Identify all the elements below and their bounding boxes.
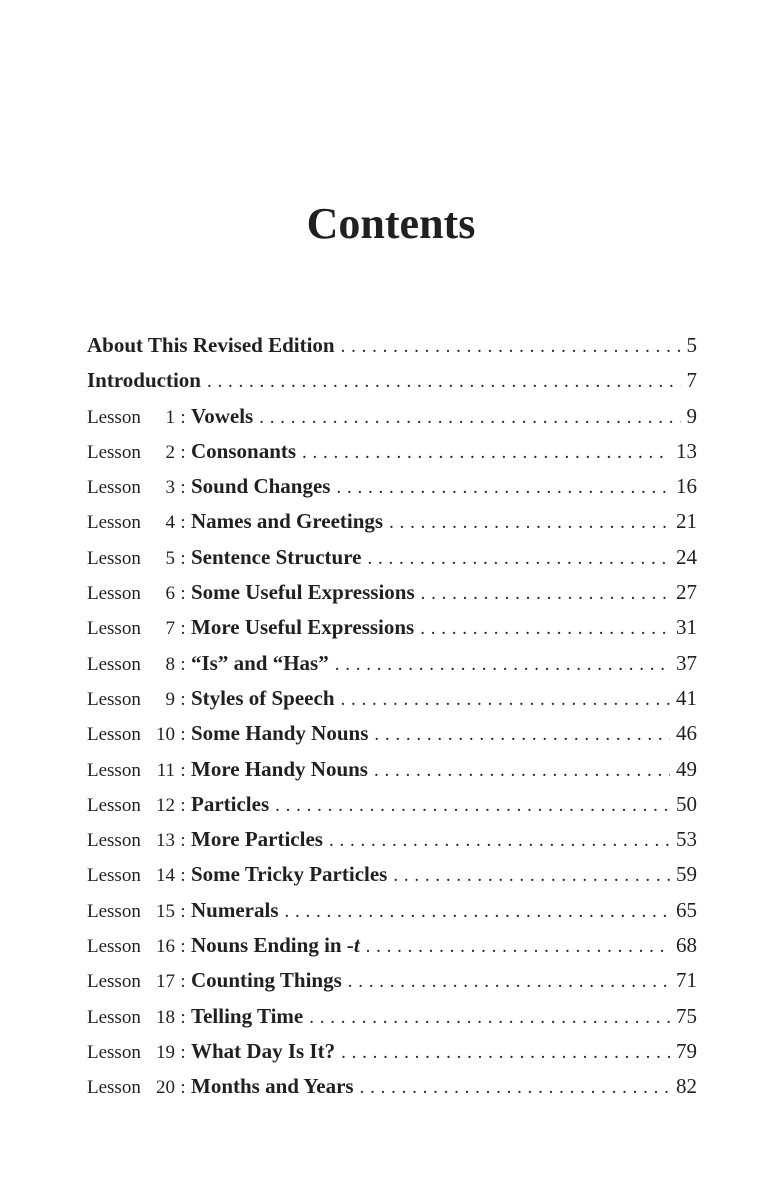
lesson-label: Lesson xyxy=(87,759,141,781)
entry-title-text: Sound Changes xyxy=(191,474,331,499)
toc-entry[interactable] xyxy=(87,575,697,610)
dot-leader xyxy=(341,329,681,363)
dot-leader xyxy=(207,364,681,398)
toc-entry[interactable] xyxy=(87,1034,697,1069)
entry-title xyxy=(87,363,201,398)
entry-title-text: “Is” and “Has” xyxy=(191,650,329,675)
lesson-number: 15 xyxy=(156,900,175,922)
dot-leader xyxy=(374,717,670,751)
entry-title-italic: -t xyxy=(346,933,360,958)
lesson-colon: : xyxy=(180,794,186,816)
entry-title-text: Particles xyxy=(191,791,270,816)
entry-title-text: Months and Years xyxy=(191,1074,354,1099)
page-number: 59 xyxy=(676,862,697,887)
entry-title-text: Sentence Structure xyxy=(191,544,362,569)
entry-title-text: Vowels xyxy=(191,403,254,428)
dot-leader xyxy=(421,576,670,610)
entry-title-text: About This Revised Edition xyxy=(87,333,335,357)
entry-title xyxy=(191,469,330,504)
lesson-label: Lesson xyxy=(87,547,141,569)
lesson-number: 19 xyxy=(156,1041,175,1063)
page-number: 27 xyxy=(676,580,697,605)
entry-title xyxy=(191,752,368,787)
lesson-label: Lesson xyxy=(87,653,141,675)
lesson-colon: : xyxy=(180,936,186,958)
entry-title xyxy=(191,434,296,469)
entry-title-text: Introduction xyxy=(87,368,201,393)
page-number: 71 xyxy=(676,968,697,993)
dot-leader xyxy=(309,1000,670,1034)
toc-entry[interactable] xyxy=(87,399,697,434)
dot-leader xyxy=(393,858,670,892)
toc-entry[interactable] xyxy=(87,787,697,822)
lesson-colon: : xyxy=(180,441,186,463)
lesson-label: Lesson xyxy=(87,971,141,993)
dot-leader xyxy=(341,682,671,716)
entry-title-text: Consonants xyxy=(191,438,297,463)
lesson-colon: : xyxy=(180,830,186,852)
lesson-label: Lesson xyxy=(87,406,141,428)
toc-entry[interactable] xyxy=(87,857,697,892)
dot-leader xyxy=(336,470,670,504)
page-number: 21 xyxy=(676,509,697,534)
dot-leader xyxy=(360,1070,670,1104)
lesson-number: 5 xyxy=(165,547,175,569)
entry-title xyxy=(191,822,323,857)
entry-title-text: More Handy Nouns xyxy=(191,756,368,781)
toc-entry[interactable] xyxy=(87,822,697,857)
toc-entry[interactable] xyxy=(87,1069,697,1104)
entry-title xyxy=(191,504,383,539)
lesson-label: Lesson xyxy=(87,618,141,640)
toc-entry[interactable] xyxy=(87,610,697,645)
entry-title-text: Counting Things xyxy=(191,968,342,993)
page-number: 49 xyxy=(676,756,697,781)
dot-leader xyxy=(368,541,671,575)
lesson-number: 13 xyxy=(156,830,175,852)
entry-title xyxy=(191,1034,335,1069)
toc-entry[interactable] xyxy=(87,363,697,398)
entry-title-text: Some Handy Nouns xyxy=(191,721,369,746)
lesson-colon: : xyxy=(180,406,186,428)
page-number: 7 xyxy=(686,368,697,393)
page-number: 50 xyxy=(676,791,697,816)
lesson-colon: : xyxy=(180,547,186,569)
dot-leader xyxy=(420,611,670,645)
entry-title-text: Nouns Ending in xyxy=(191,933,347,958)
dot-leader xyxy=(285,894,671,928)
lesson-number: 4 xyxy=(165,512,175,534)
lesson-colon: : xyxy=(180,865,186,887)
entry-title-text: Telling Time xyxy=(191,1003,304,1028)
page-number: 13 xyxy=(676,438,697,463)
toc-entry[interactable] xyxy=(87,469,697,504)
lesson-label: Lesson xyxy=(87,1006,141,1028)
entry-title xyxy=(191,893,279,928)
toc-entry[interactable] xyxy=(87,681,697,716)
page-number: 31 xyxy=(676,615,697,640)
lesson-label: Lesson xyxy=(87,688,141,710)
lesson-label: Lesson xyxy=(87,865,141,887)
lesson-colon: : xyxy=(180,759,186,781)
lesson-number: 17 xyxy=(156,971,175,993)
lesson-colon: : xyxy=(180,477,186,499)
table-of-contents xyxy=(87,328,697,1105)
dot-leader xyxy=(348,964,670,998)
lesson-colon: : xyxy=(180,900,186,922)
lesson-label: Lesson xyxy=(87,830,141,852)
toc-entry[interactable] xyxy=(87,504,697,539)
entry-title xyxy=(191,716,368,751)
toc-entry[interactable] xyxy=(87,963,697,998)
lesson-colon: : xyxy=(180,653,186,675)
toc-entry[interactable] xyxy=(87,928,697,963)
entry-title xyxy=(191,928,360,963)
lesson-label: Lesson xyxy=(87,900,141,922)
lesson-label: Lesson xyxy=(87,583,141,605)
entry-title xyxy=(191,681,335,716)
lesson-number: 8 xyxy=(165,653,175,675)
page-number: 68 xyxy=(676,933,697,958)
page-number: 53 xyxy=(676,827,697,852)
entry-title xyxy=(87,328,335,363)
lesson-colon: : xyxy=(180,618,186,640)
entry-title xyxy=(191,857,387,892)
lesson-colon: : xyxy=(180,1006,186,1028)
page-number: 75 xyxy=(676,1003,697,1028)
toc-entry[interactable] xyxy=(87,893,697,928)
lesson-number: 1 xyxy=(165,406,175,428)
toc-entry[interactable] xyxy=(87,752,697,787)
page-title: Contents xyxy=(306,199,476,248)
dot-leader xyxy=(366,929,670,963)
page-number: 65 xyxy=(676,897,697,922)
entry-title-text: Names and Greetings xyxy=(191,509,384,534)
entry-title xyxy=(191,999,303,1034)
entry-title xyxy=(191,963,342,998)
page-number: 16 xyxy=(676,474,697,499)
page-number: 9 xyxy=(686,403,697,428)
toc-entry[interactable] xyxy=(87,999,697,1034)
toc-entry[interactable] xyxy=(87,646,697,681)
lesson-number: 11 xyxy=(156,759,175,781)
toc-entry[interactable] xyxy=(87,540,697,575)
lesson-number: 16 xyxy=(156,936,175,958)
lesson-number: 12 xyxy=(156,794,175,816)
lesson-colon: : xyxy=(180,971,186,993)
lesson-colon: : xyxy=(180,512,186,534)
entry-title-text: What Day Is It? xyxy=(191,1038,336,1063)
lesson-label: Lesson xyxy=(87,1041,141,1063)
dot-leader xyxy=(335,647,670,681)
dot-leader xyxy=(341,1035,670,1069)
dot-leader xyxy=(275,788,670,822)
lesson-number: 14 xyxy=(156,865,175,887)
lesson-label: Lesson xyxy=(87,1077,141,1099)
entry-title-text: Some Useful Expressions xyxy=(191,580,415,605)
page-number: 82 xyxy=(676,1074,697,1099)
dot-leader xyxy=(389,505,670,539)
lesson-colon: : xyxy=(180,583,186,605)
entry-title xyxy=(191,399,253,434)
lesson-colon: : xyxy=(180,1041,186,1063)
dot-leader xyxy=(374,753,670,787)
lesson-label: Lesson xyxy=(87,724,141,746)
lesson-number: 18 xyxy=(156,1006,175,1028)
toc-entry[interactable] xyxy=(87,716,697,751)
page-number: 46 xyxy=(676,721,697,746)
entry-title xyxy=(191,540,362,575)
entry-title-text: More Particles xyxy=(191,827,323,852)
entry-title xyxy=(191,787,269,822)
lesson-label: Lesson xyxy=(87,441,141,463)
lesson-label: Lesson xyxy=(87,477,141,499)
toc-entry[interactable] xyxy=(87,434,697,469)
entry-title-text: Some Tricky Particles xyxy=(191,862,388,887)
dot-leader xyxy=(329,823,670,857)
dot-leader xyxy=(302,435,670,469)
page-number: 37 xyxy=(676,650,697,675)
lesson-label: Lesson xyxy=(87,512,141,534)
entry-title-text: Numerals xyxy=(191,897,279,922)
lesson-number: 6 xyxy=(165,583,175,605)
toc-entry[interactable] xyxy=(87,328,697,363)
entry-title-text: Styles of Speech xyxy=(191,685,335,710)
lesson-colon: : xyxy=(180,724,186,746)
entry-title xyxy=(191,1069,354,1104)
lesson-number: 7 xyxy=(165,618,175,640)
lesson-label: Lesson xyxy=(87,794,141,816)
lesson-colon: : xyxy=(180,688,186,710)
lesson-number: 3 xyxy=(165,477,175,499)
entry-title xyxy=(191,646,329,681)
entry-title xyxy=(191,575,415,610)
lesson-number: 20 xyxy=(156,1077,175,1099)
entry-title-text: More Useful Expressions xyxy=(191,615,415,640)
lesson-colon: : xyxy=(180,1077,186,1099)
page-number: 41 xyxy=(676,685,697,710)
dot-leader xyxy=(259,400,680,434)
page-number: 79 xyxy=(676,1038,697,1063)
page-number: 24 xyxy=(676,544,697,569)
lesson-number: 9 xyxy=(165,688,175,710)
page-number: 5 xyxy=(686,333,697,357)
entry-title xyxy=(191,610,414,645)
lesson-number: 2 xyxy=(165,441,175,463)
lesson-number: 10 xyxy=(156,724,175,746)
lesson-label: Lesson xyxy=(87,936,141,958)
